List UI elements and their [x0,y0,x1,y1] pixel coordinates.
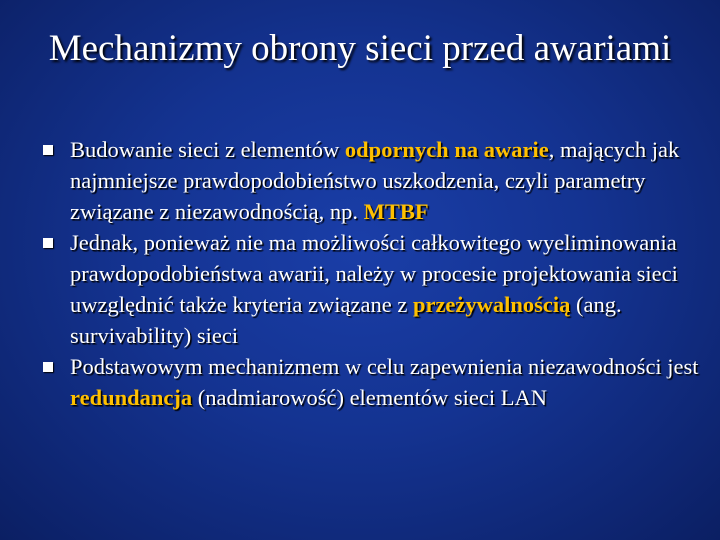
square-bullet-icon [43,238,53,248]
highlight-text: przeżywalnością [412,292,571,317]
slide-title: Mechanizmy obrony sieci przed awariami [48,28,672,69]
highlight-text: redundancja [70,385,193,410]
bullet-text: , mających jak najmniejsze prawdopodobieństwo uszkodzenia, czyli parametry związane z niezawodnością, np. [70,137,680,224]
square-bullet-icon [43,362,53,372]
bullet-text: Jednak, ponieważ nie ma możliwości całkowitego wyeliminowania prawdopodobieństwa awarii, należy w procesie projektowania sieci uwzględnić także kryteria związane z [70,230,678,317]
highlight-text: MTBF [363,199,429,224]
bullet-item-3 [40,351,700,413]
bullet-list [40,134,700,413]
bullet-item-2 [40,227,700,351]
bullet-text: (ang. survivability) sieci [70,292,622,348]
square-bullet-icon [43,145,53,155]
highlight-text: odpornych na awarie [344,137,549,162]
bullet-item-1 [40,134,700,227]
bullet-text: Podstawowym mechanizmem w celu zapewnienia niezawodności jest [70,354,699,379]
bullet-text: Budowanie sieci z elementów [70,137,345,162]
bullet-text: (nadmiarowość) elementów sieci LAN [192,385,548,410]
